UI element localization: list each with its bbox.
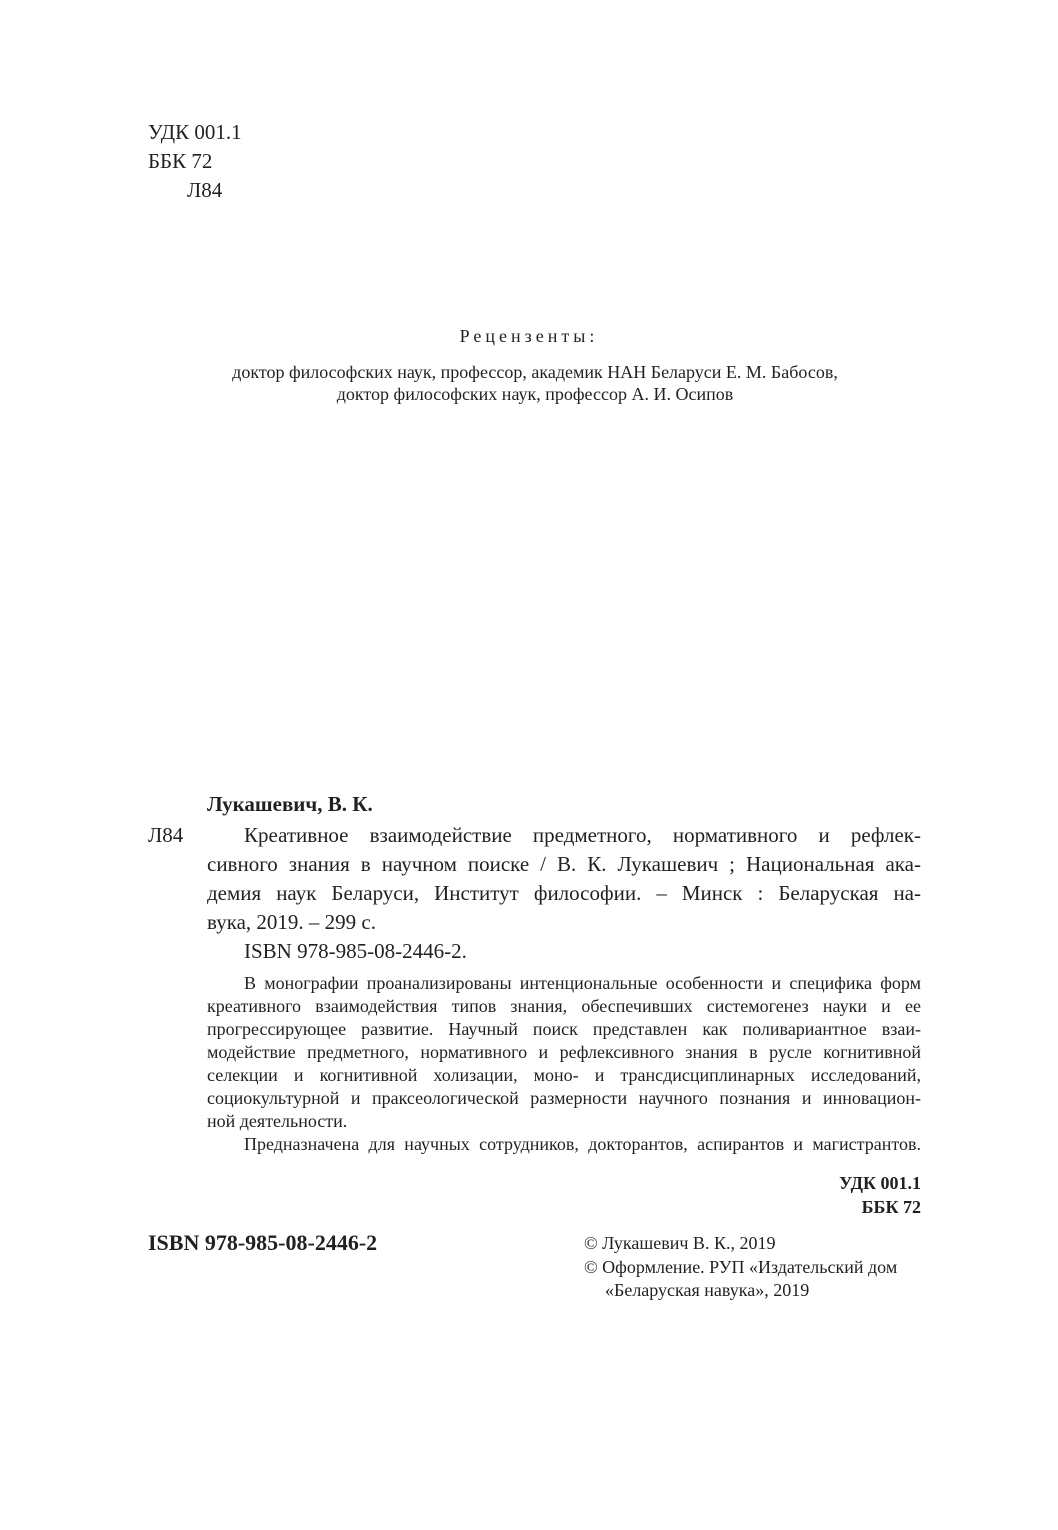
- reviewer-line: доктор философских наук, профессор А. И. Осипов: [336, 384, 734, 404]
- copyright-author: © Лукашевич В. К., 2019: [584, 1233, 776, 1253]
- udk-code: УДК 001.1: [148, 120, 242, 144]
- bbk-code-bottom: ББК 72: [861, 1197, 921, 1217]
- catalog-description-line: демия наук Беларуси, Институт философии. – Минск : Беларуская на-: [207, 881, 921, 905]
- catalog-isbn: ISBN 978-985-08-2446-2.: [244, 939, 467, 963]
- abstract-line: креативного взаимодействия типов знания, обеспечивших системогенез науки и ее: [207, 996, 921, 1016]
- abstract-line: социокультурной и праксеологической размерности научного познания и инновацион-: [207, 1088, 921, 1108]
- reviewer-line: доктор философских наук, профессор, академик НАН Беларуси Е. М. Бабосов,: [232, 362, 838, 382]
- abstract-line: В монографии проанализированы интенциональные особенности и специфика форм: [244, 973, 921, 993]
- abstract-line: селекции и когнитивной холизации, моно- и трансдисциплинарных исследований,: [207, 1065, 921, 1085]
- author-code: Л84: [187, 178, 223, 202]
- copyright-design-continued: «Беларуская навука», 2019: [605, 1280, 810, 1300]
- catalog-description-line: Креативное взаимодействие предметного, нормативного и рефлек-: [244, 823, 921, 847]
- catalog-author: Лукашевич, В. К.: [207, 792, 373, 816]
- catalog-description-line: сивного знания в научном поиске / В. К. Лукашевич ; Национальная ака-: [207, 852, 921, 876]
- abstract-line: ной деятельности.: [207, 1111, 348, 1131]
- copyright-design: © Оформление. РУП «Издательский дом: [584, 1257, 898, 1277]
- abstract-audience: Предназначена для научных сотрудников, докторантов, аспирантов и магистрантов.: [244, 1134, 921, 1154]
- catalog-description-line: вука, 2019. – 299 с.: [207, 910, 376, 934]
- bbk-code: ББК 72: [148, 149, 213, 173]
- isbn-number: ISBN 978-985-08-2446-2: [148, 1230, 378, 1255]
- udk-code-bottom: УДК 001.1: [839, 1173, 921, 1193]
- abstract-line: прогрессирующее развитие. Научный поиск представлен как поливариантное взаи-: [207, 1019, 921, 1039]
- abstract-line: модействие предметного, нормативного и рефлексивного знания в русле когнитивной: [207, 1042, 921, 1062]
- catalog-code: Л84: [148, 823, 184, 847]
- reviewers-heading: Рецензенты:: [459, 326, 599, 346]
